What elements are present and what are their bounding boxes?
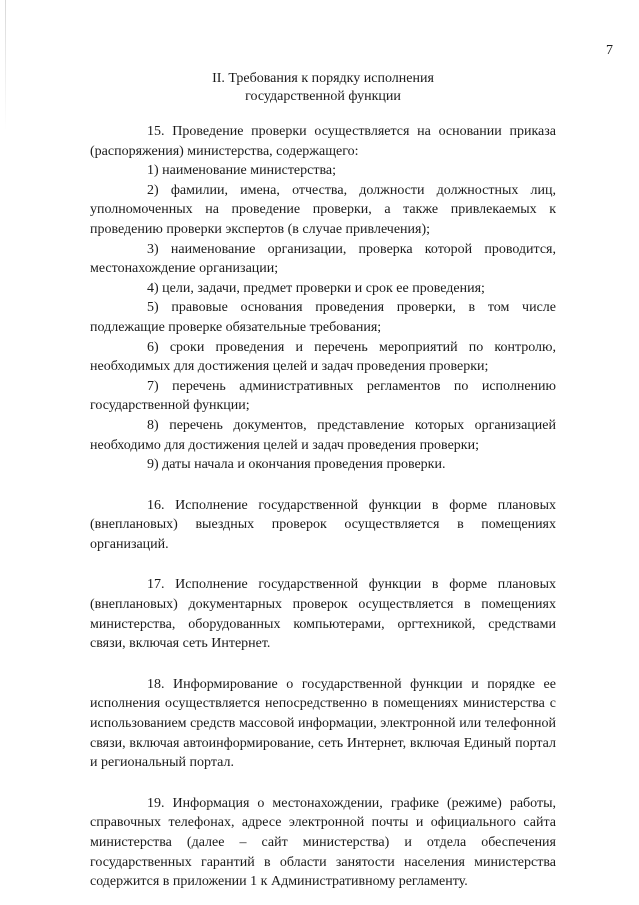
paragraph-15-intro: 15. Проведение проверки осуществляется на основании приказа (распоряжения) министерства, содержащего: <box>90 124 556 159</box>
paragraph-17: 17. Исполнение государственной функции в форме плановых (внеплановых) документарных проверок осуществляется в помещениях министерства, оборудованных компьютерами, оргтехникой, средствами связи, включая сеть Интернет. <box>90 577 556 652</box>
paragraph-15-item-7: 7) перечень административных регламентов по исполнению государственной функции; <box>90 378 556 414</box>
paragraph-15-item-1: 1) наименование министерства; <box>147 163 337 179</box>
paragraph-15-item-4: 4) цели, задачи, предмет проверки и срок ее проведения; <box>147 280 485 296</box>
paragraph-15-item-8: 8) перечень документов, представление которых организацией необходимо для достижения целей и задач проведения проверки; <box>90 417 556 453</box>
paragraph-19: 19. Информация о местонахождении, графике (режиме) работы, справочных телефонах, адресе электронной почты и официального сайта министерства (далее – сайт министерства) и отдела обеспечения государственных гарантий в области занятости населения министерства содержится в приложении 1 к Административному регламенту. <box>90 795 556 890</box>
paragraph-16: 16. Исполнение государственной функции в форме плановых (внеплановых) выездных проверок осуществляется в помещениях организаций. <box>90 497 556 552</box>
section-heading <box>90 70 556 106</box>
section-heading-line-2: государственной функции <box>245 89 401 104</box>
paragraph-15-item-9: 9) даты начала и окончания проведения проверки. <box>147 457 446 473</box>
paragraph-18: 18. Информирование о государственной функции и порядке ее исполнения осуществляется непосредственно в помещениях министерства с использованием средств массовой информации, электронной или телефонной связи, включая автоинформирование, сеть Интернет, включая Единый портал и региональный портал. <box>90 676 556 771</box>
document-body <box>90 122 556 892</box>
paragraph-15-item-5: 5) правовые основания проведения проверки, в том числе подлежащие проверке обязательные требования; <box>90 300 556 335</box>
page-number: 7 <box>606 43 613 58</box>
paragraph-15-item-2: 2) фамилии, имена, отчества, должности должностных лиц, уполномоченных на проведение проверки, а также привлекаемых к проведению проверки экспертов (в случае привлечения); <box>90 182 556 237</box>
paragraph-15-item-6: 6) сроки проведения и перечень мероприятий по контролю, необходимых для достижения целей и задач проведения проверки; <box>90 339 556 375</box>
section-heading-line-1: II. Требования к порядку исполнения <box>212 71 434 86</box>
scan-edge-line <box>5 0 6 130</box>
paragraph-15-item-3: 3) наименование организации, проверка которой проводится, местонахождение организации; <box>90 241 556 277</box>
